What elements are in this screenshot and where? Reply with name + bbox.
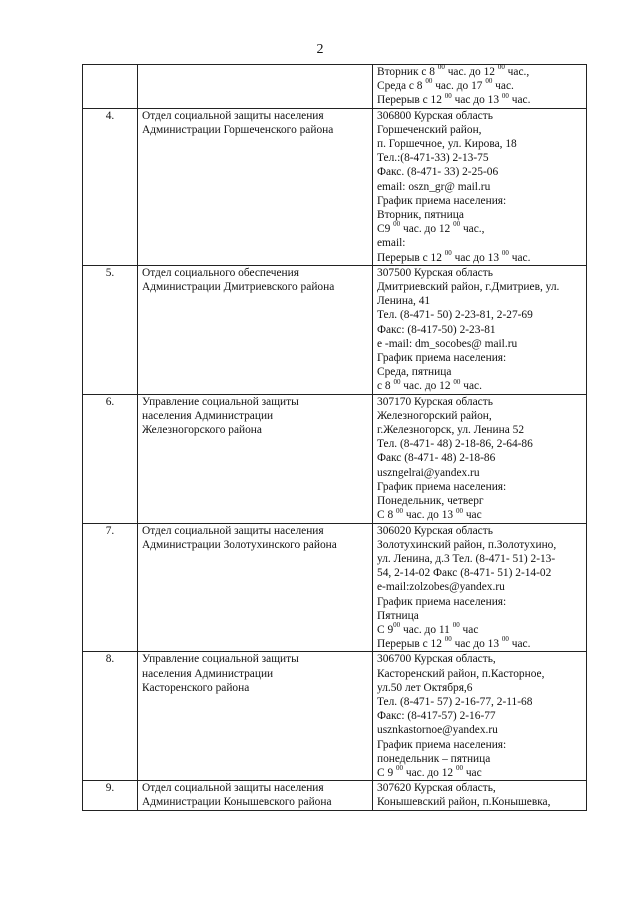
contact-text: Понедельник, четверг <box>377 495 484 508</box>
contact-text: понедельник – пятница <box>377 752 491 765</box>
contact-text: Вторник с 8 <box>377 66 438 78</box>
department-name-line: Администрации Горшеченского района <box>142 123 334 136</box>
department-name <box>138 65 373 109</box>
contact-text: Перерыв с 12 <box>377 638 445 651</box>
contact-text: График приема населения: <box>377 480 507 493</box>
contact-text: Тел. (8-471- 48) 2-18-86, 2-64-86 <box>377 438 533 451</box>
contact-text: С9 <box>377 223 394 236</box>
contact-info-line <box>377 637 582 651</box>
contact-info-line <box>377 109 582 123</box>
minutes-superscript: 00 <box>393 621 401 630</box>
minutes-superscript: 00 <box>453 220 461 229</box>
minutes-superscript: 00 <box>501 635 509 644</box>
table-row <box>83 65 587 109</box>
row-number: 4. <box>83 108 138 265</box>
contact-info-line <box>377 294 582 308</box>
contact-text: г.Железногорск, ул. Ленина 52 <box>377 424 525 437</box>
table-body <box>83 65 587 811</box>
contact-text: Перерыв с 12 <box>377 94 445 107</box>
department-name-line: Администрации Конышевского района <box>142 796 332 809</box>
table-row <box>83 265 587 394</box>
contact-text: e-mail:zolzobes@yandex.ru <box>377 581 505 594</box>
minutes-superscript: 00 <box>452 621 460 630</box>
contact-info-line <box>377 508 582 522</box>
contact-text: час <box>462 766 482 779</box>
contact-text: Перерыв с 12 <box>377 251 445 264</box>
contact-text: час. <box>508 251 531 264</box>
contact-text: Пятница <box>377 609 419 622</box>
contact-info-line <box>377 580 582 594</box>
contact-text: час. <box>508 94 531 107</box>
department-name-line: Администрации Золотухинского района <box>142 538 337 551</box>
contact-info-line <box>377 552 582 566</box>
contact-info-line <box>377 266 582 280</box>
contact-info-line <box>377 236 582 250</box>
contact-info-line <box>377 752 582 766</box>
department-name-line: Отдел социальной защиты населения <box>142 109 324 122</box>
contact-info-line <box>377 524 582 538</box>
contact-text: 307620 Курская область, <box>377 782 496 795</box>
contact-info-line <box>377 337 582 351</box>
minutes-superscript: 00 <box>501 248 509 257</box>
contact-text: usznkastornoe@yandex.ru <box>377 724 498 737</box>
table-row <box>83 523 587 652</box>
contact-text: час. до 12 <box>400 380 454 393</box>
department-name <box>138 652 373 781</box>
contact-info-line <box>377 65 582 79</box>
contact-text: час., <box>460 223 485 236</box>
contact-text: График приема населения: <box>377 194 507 207</box>
contact-text: Факс (8-471- 48) 2-18-86 <box>377 452 496 465</box>
contact-info-line <box>377 222 582 236</box>
table-row <box>83 108 587 265</box>
contact-info-line <box>377 609 582 623</box>
contact-text: Тел.:(8-471-33) 2-13-75 <box>377 152 489 165</box>
department-name-line: населения Администрации <box>142 667 274 680</box>
contact-info-line <box>377 379 582 393</box>
department-name-line: Отдел социального обеспечения <box>142 266 299 279</box>
contact-text: час. до 12 <box>403 766 456 779</box>
contact-info-line <box>377 351 582 365</box>
contact-text: График приема населения: <box>377 595 507 608</box>
contact-text: Факс. (8-471- 33) 2-25-06 <box>377 166 499 179</box>
contact-info-line <box>377 280 582 294</box>
department-name-line: Касторенского района <box>142 681 250 694</box>
contact-info-line <box>377 766 582 780</box>
contact-info-line <box>377 248 582 265</box>
contact-text: час <box>459 623 479 636</box>
departments-table <box>82 64 587 811</box>
minutes-superscript: 00 <box>455 764 463 773</box>
department-name <box>138 394 373 523</box>
contact-info-line <box>377 623 582 637</box>
contact-info-line <box>377 365 582 379</box>
contact-text: ул.50 лет Октября,6 <box>377 681 473 694</box>
contact-info-line <box>377 165 582 179</box>
contact-text: час до 13 <box>451 251 502 264</box>
contact-info-line <box>377 494 582 508</box>
row-number: 6. <box>83 394 138 523</box>
contact-info-line <box>377 79 582 93</box>
contact-text: п. Горшечное, ул. Кирова, 18 <box>377 138 517 151</box>
contact-info <box>373 523 587 652</box>
contact-info-line <box>377 681 582 695</box>
contact-text: Тел. (8-471- 57) 2-16-77, 2-11-68 <box>377 695 533 708</box>
contact-info <box>373 265 587 394</box>
contact-text: 306700 Курская область, <box>377 653 496 666</box>
contact-text: С 9 <box>377 766 396 779</box>
contact-info-line <box>377 409 582 423</box>
contact-info-line <box>377 423 582 437</box>
contact-text: час., <box>504 66 530 78</box>
contact-text: email: oszn_gr@ mail.ru <box>377 180 491 193</box>
contact-info-line <box>377 151 582 165</box>
contact-info-line <box>377 738 582 752</box>
contact-text: Тел. (8-471- 50) 2-23-81, 2-27-69 <box>377 309 533 322</box>
contact-text: час. <box>508 638 531 651</box>
contact-info-line <box>377 723 582 737</box>
department-name-line: Железногорского района <box>142 424 262 437</box>
minutes-superscript: 00 <box>453 377 461 386</box>
contact-info-line <box>377 395 582 409</box>
row-number: 7. <box>83 523 138 652</box>
minutes-superscript: 00 <box>393 220 401 229</box>
contact-info-line <box>377 795 582 809</box>
department-name <box>138 108 373 265</box>
contact-text: час до 13 <box>451 94 502 107</box>
contact-info <box>373 394 587 523</box>
minutes-superscript: 00 <box>455 506 463 515</box>
contact-info-line <box>377 566 582 580</box>
contact-info-line <box>377 208 582 222</box>
contact-text: Среда с 8 <box>377 80 426 93</box>
contact-text: Дмитриевский район, г.Дмитриев, ул. <box>377 281 560 294</box>
contact-text: час. до 12 <box>400 223 454 236</box>
contact-text: 307500 Курская область <box>377 266 493 279</box>
row-number: 8. <box>83 652 138 781</box>
contact-text: ул. Ленина, д.3 Тел. (8-471- 51) 2-13- <box>377 552 556 565</box>
contact-info <box>373 781 587 810</box>
page-number: 2 <box>316 42 324 57</box>
table-row <box>83 652 587 781</box>
contact-text: час. до 12 <box>444 66 498 78</box>
contact-info-line <box>377 323 582 337</box>
row-number: 9. <box>83 781 138 810</box>
department-name <box>138 265 373 394</box>
contact-text: 306020 Курская область <box>377 524 493 537</box>
contact-text: час. до 13 <box>403 509 456 522</box>
contact-text: час <box>462 509 482 522</box>
department-name-line: Управление социальной защиты <box>142 653 299 666</box>
contact-text: 54, 2-14-02 Факс (8-471- 51) 2-14-02 <box>377 567 552 580</box>
table-row <box>83 781 587 810</box>
contact-text: С 8 <box>377 509 396 522</box>
minutes-superscript: 00 <box>396 506 403 515</box>
contact-info-line <box>377 123 582 137</box>
minutes-superscript: 00 <box>444 635 452 644</box>
contact-info <box>373 65 587 109</box>
row-number <box>83 65 138 109</box>
minutes-superscript: 00 <box>437 63 445 72</box>
contact-text: 306800 Курская область <box>377 109 493 122</box>
contact-text: С 9 <box>377 623 394 636</box>
contact-info-line <box>377 480 582 494</box>
contact-text: e -mail: dm_socobes@ mail.ru <box>377 337 518 350</box>
contact-info-line <box>377 194 582 208</box>
contact-text: Золотухинский район, п.Золотухино, <box>377 538 557 551</box>
contact-info-line <box>377 538 582 552</box>
contact-info-line <box>377 667 582 681</box>
contact-text: email: <box>377 237 406 250</box>
contact-text: Горшеченский район, <box>377 123 482 136</box>
contact-text: Касторенский район, п.Касторное, <box>377 667 545 680</box>
department-name-line: Администрации Дмитриевского района <box>142 281 335 294</box>
department-name-line: населения Администрации <box>142 409 274 422</box>
contact-text: час. <box>492 80 514 93</box>
minutes-superscript: 00 <box>396 764 403 773</box>
contact-text: час до 13 <box>451 638 502 651</box>
minutes-superscript: 00 <box>501 91 509 100</box>
minutes-superscript: 00 <box>393 377 401 386</box>
contact-text: Вторник, пятница <box>377 209 464 222</box>
department-name-line: Управление социальной защиты <box>142 395 299 408</box>
contact-info <box>373 108 587 265</box>
contact-text: График приема населения: <box>377 738 507 751</box>
contact-text: uszngelrai@yandex.ru <box>377 466 480 479</box>
contact-info-line <box>377 451 582 465</box>
department-name-line: Отдел социальной защиты населения <box>142 782 324 795</box>
contact-info-line <box>377 93 582 107</box>
department-name <box>138 523 373 652</box>
department-name <box>138 781 373 810</box>
contact-info-line <box>377 137 582 151</box>
contact-info-line <box>377 709 582 723</box>
contact-info-line <box>377 695 582 709</box>
contact-text: Факс: (8-417-57) 2-16-77 <box>377 710 496 723</box>
contact-info-line <box>377 437 582 451</box>
contact-info-line <box>377 781 582 795</box>
department-name-line: Отдел социальной защиты населения <box>142 524 324 537</box>
contact-text: час. <box>460 380 482 393</box>
contact-text: час. до 17 <box>432 80 486 93</box>
minutes-superscript: 00 <box>485 77 493 86</box>
contact-text: 307170 Курская область <box>377 395 493 408</box>
contact-text: Ленина, 41 <box>377 295 431 308</box>
contact-text: Среда, пятница <box>377 366 452 379</box>
row-number: 5. <box>83 265 138 394</box>
minutes-superscript: 00 <box>497 63 505 72</box>
contact-info-line <box>377 652 582 666</box>
contact-info-line <box>377 595 582 609</box>
contact-text: час. до 11 <box>400 623 453 636</box>
contact-text: Конышевский район, п.Конышевка, <box>377 796 551 809</box>
minutes-superscript: 00 <box>425 77 433 86</box>
contact-text: Железногорский район, <box>377 409 492 422</box>
contact-info-line <box>377 308 582 322</box>
minutes-superscript: 00 <box>444 91 452 100</box>
contact-text: с 8 <box>377 380 394 393</box>
contact-info-line <box>377 180 582 194</box>
minutes-superscript: 00 <box>444 248 452 257</box>
contact-text: Факс: (8-417-50) 2-23-81 <box>377 323 496 336</box>
contact-text: График приема населения: <box>377 352 507 365</box>
contact-info <box>373 652 587 781</box>
contact-info-line <box>377 466 582 480</box>
table-row <box>83 394 587 523</box>
